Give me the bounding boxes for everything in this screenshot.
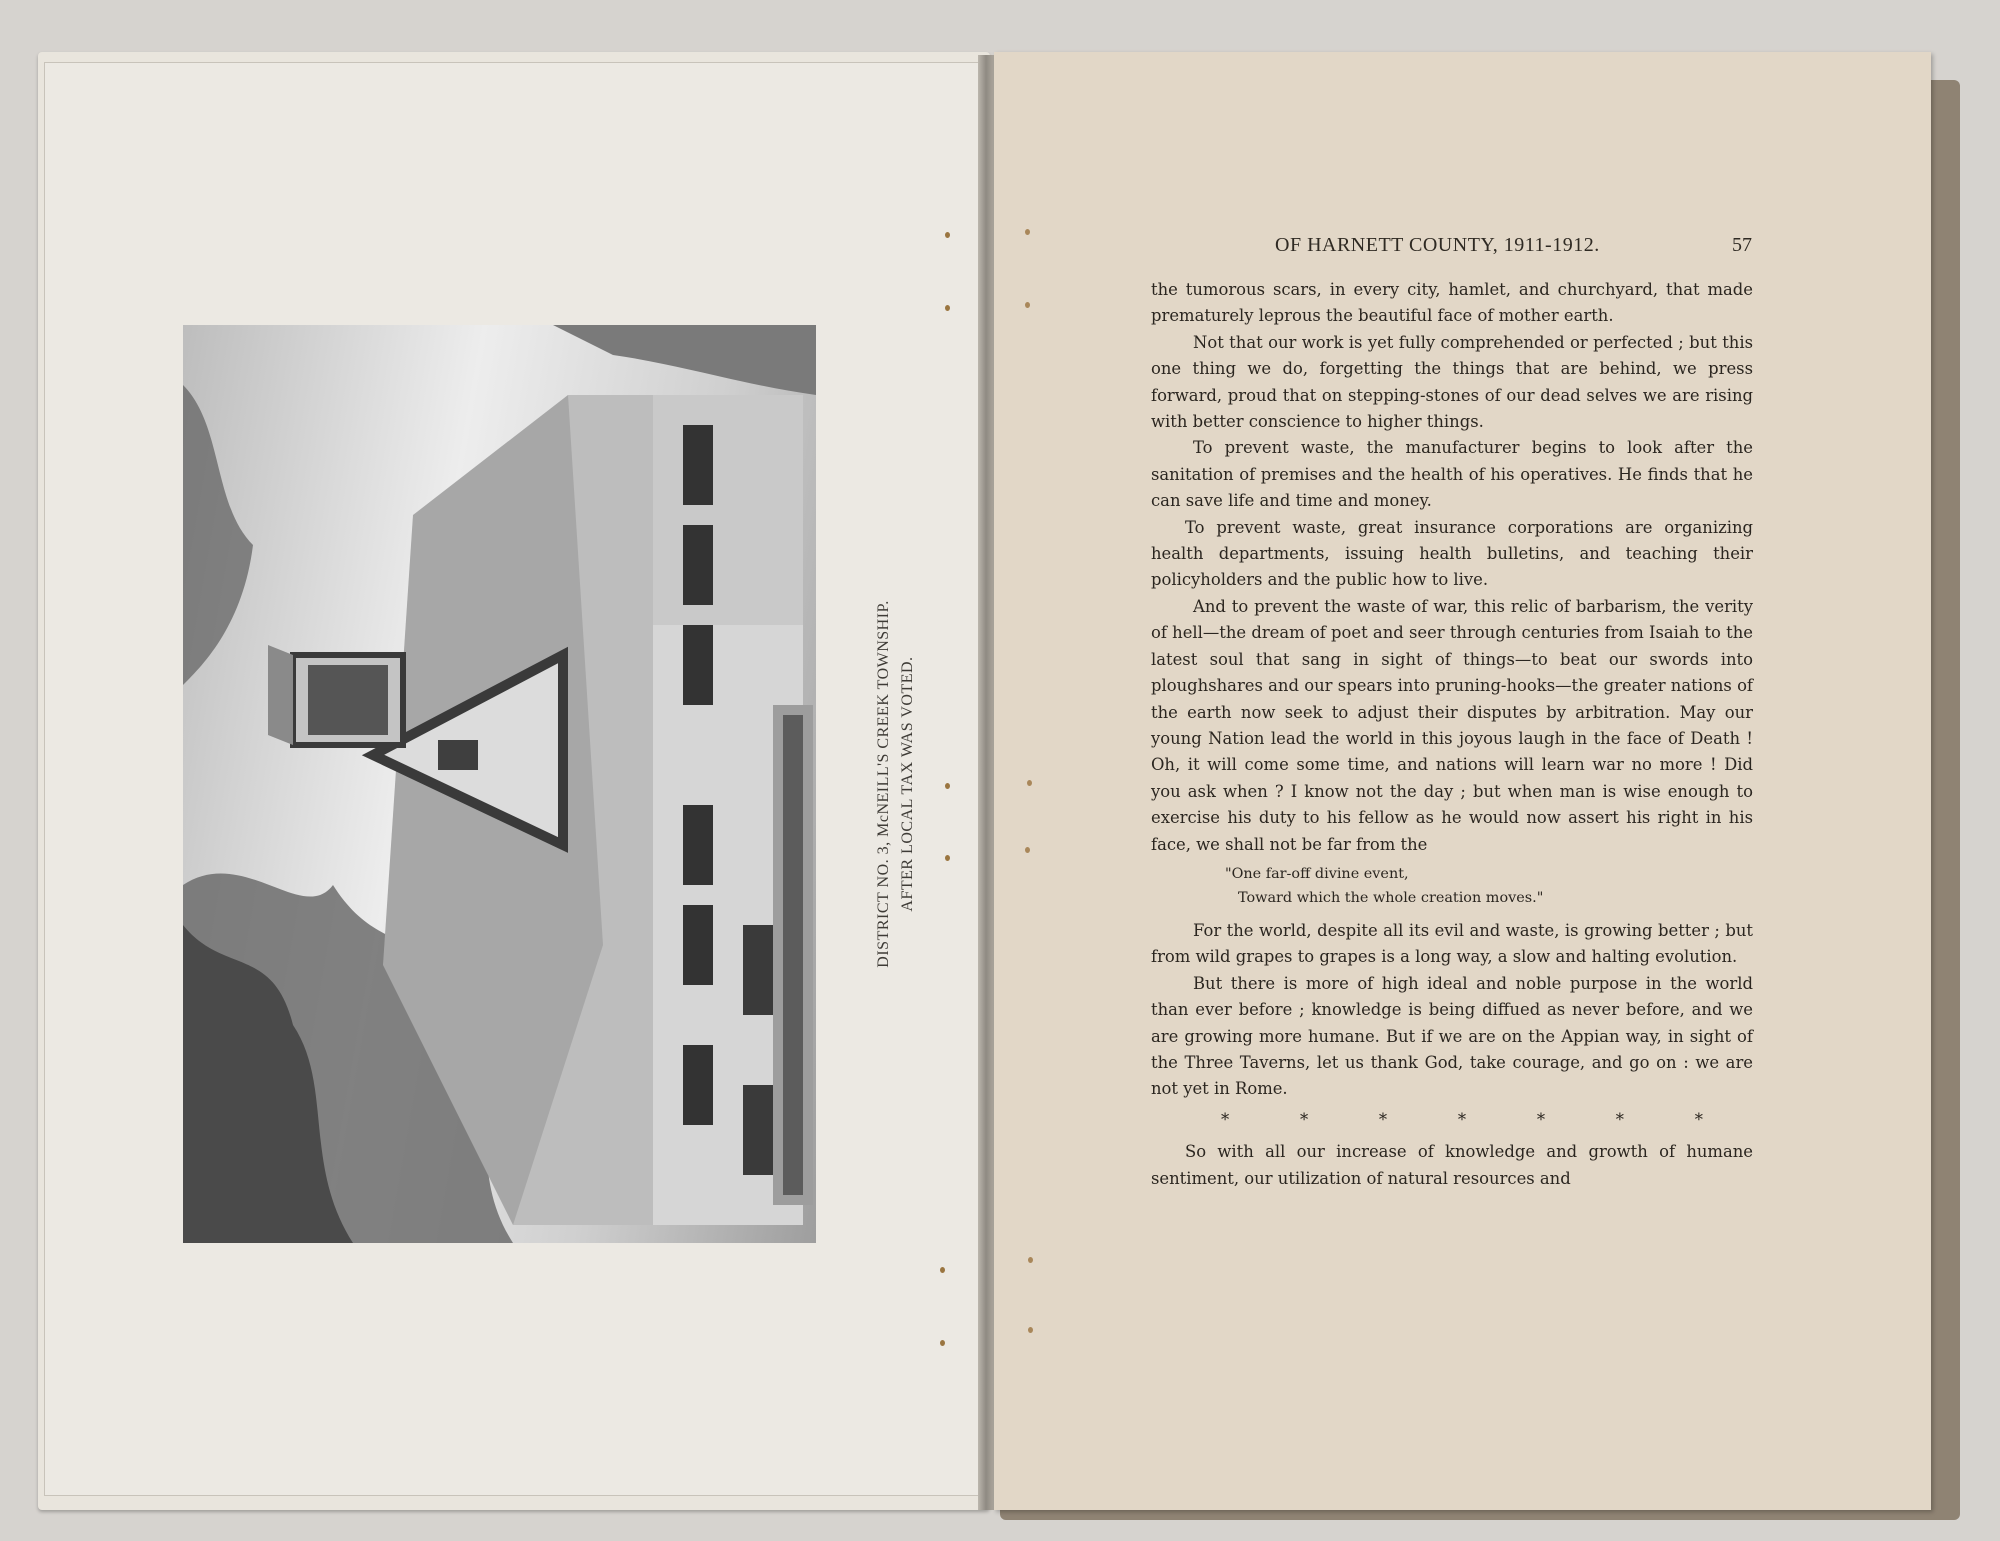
binding-hole (1028, 1257, 1033, 1263)
paragraph: To prevent waste, the manufacturer begins to look after the sanitation of premises and the health of his operatives. He finds that he can save life and time and money. (1151, 438, 1753, 511)
star: * (1536, 1109, 1546, 1129)
star: * (1378, 1109, 1388, 1129)
binding-hole (1027, 780, 1032, 786)
paragraph: To prevent waste, great insurance corporations are organizing health departments, issuing health bulletins, and teaching their policyholders and the public how to live. (1151, 517, 1753, 590)
running-head-title: OF HARNETT COUNTY, 1911-1912. (1275, 234, 1600, 256)
binding-hole (1025, 302, 1030, 308)
verse-line-2: Toward which the whole creation moves." (1238, 889, 1544, 906)
binding-hole (940, 1267, 945, 1273)
paragraph: Not that our work is yet fully comprehended or perfected ; but this one thing we do, forgetting the things that are behind, we press forward, proud that on stepping-stones of our dead selves we are rising with better conscience to higher things. (1151, 332, 1753, 432)
caption-line-1: DISTRICT NO. 3, McNEILL'S CREEK TOWNSHIP. (875, 600, 892, 968)
star: * (1221, 1109, 1230, 1129)
binding-hole (945, 305, 950, 311)
star: * (1694, 1109, 1703, 1129)
star: * (1299, 1109, 1309, 1129)
paragraph: For the world, despite all its evil and waste, is growing better ; but from wild grapes to grapes is a long way, a slow and halting evolution. (1151, 920, 1753, 967)
verse-line-1: "One far-off divine event, (1225, 865, 1409, 882)
binding-hole (1025, 229, 1030, 235)
binding-hole (1025, 847, 1030, 853)
star: * (1615, 1109, 1624, 1129)
binding-hole (945, 855, 950, 861)
paragraph: But there is more of high ideal and noble purpose in the world than ever before ; knowledge is being diffued as never before, and we are growing more humane. But if we are on the Appian way, in sight of the Three Taverns, let us thank God, take courage, and go on : we are not yet in Rome. (1151, 973, 1753, 1099)
schoolhouse-photo-icon (183, 325, 816, 1243)
schoolhouse-photo (183, 325, 816, 1243)
binding-hole (945, 232, 950, 238)
caption-line-2: AFTER LOCAL TAX WAS VOTED. (899, 656, 916, 912)
binding-hole (945, 783, 950, 789)
section-break-stars (1151, 1107, 1753, 1133)
verse-quote (1225, 862, 1753, 910)
binding-hole (1028, 1327, 1033, 1333)
paragraph: And to prevent the waste of war, this relic of barbarism, the verity of hell—the dream of poet and seer through centuries from Isaiah to the latest soul that sang in sight of things—to beat our swords into ploughshares and our spears into pruning-hooks—the greater nations of the earth now seek to adjust their disputes by arbitration. May our young Nation lead the world in this joyous laugh in the face of Death ! Oh, it will come some time, and nations will learn war no more ! Did you ask when ? I know not the day ; but when man is wise enough to exercise his duty to his fellow as he would now assert his right in his face, we shall not be far from the (1151, 596, 1753, 854)
paragraph: So with all our increase of knowledge and growth of humane sentiment, our utilization of natural resources and (1151, 1142, 1753, 1188)
page-body (1151, 277, 1753, 1192)
page-number: 57 (1732, 234, 1752, 256)
paragraph: the tumorous scars, in every city, hamlet, and churchyard, that made prematurely leprous the beautiful face of mother earth. (1151, 280, 1753, 326)
binding-hole (940, 1340, 945, 1346)
star: * (1457, 1109, 1467, 1129)
